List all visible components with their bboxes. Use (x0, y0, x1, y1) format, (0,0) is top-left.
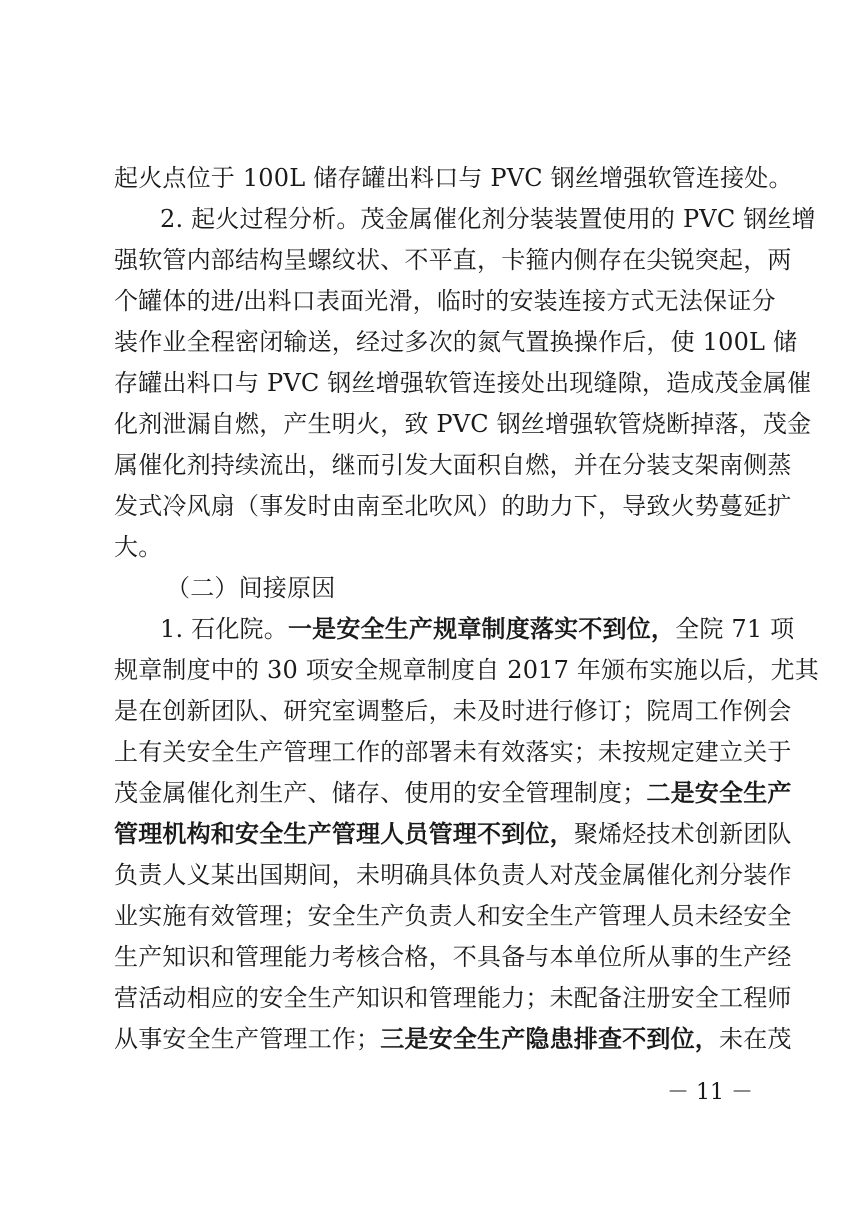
body-text-line: 起火点位于 100L 储存罐出料口与 PVC 钢丝增强软管连接处。 (114, 164, 793, 192)
page-number: － 11 － (667, 1080, 753, 1105)
body-text-line: 负责人义某出国期间，未明确具体负责人对茂金属催化剂分装作 (114, 861, 792, 889)
body-text-line: 管理机构和安全生产管理人员管理不到位，聚烯烃技术创新团队 (114, 819, 792, 848)
body-text-line: 1. 石化院。一是安全生产规章制度落实不到位，全院 71 项 (160, 614, 795, 643)
body-text-line: 发式冷风扇（事发时由南至北吹风）的助力下，导致火势蔓延扩 (114, 492, 792, 520)
body-text-line: 从事安全生产管理工作；三是安全生产隐患排查不到位，未在茂 (114, 1024, 792, 1053)
body-text-line: 2. 起火过程分析。茂金属催化剂分装装置使用的 PVC 钢丝增 (160, 205, 816, 233)
body-text-line: 属催化剂持续流出，继而引发大面积自燃，并在分装支架南侧蒸 (114, 451, 792, 479)
body-text-line: 装作业全程密闭输送，经过多次的氮气置换操作后，使 100L 储 (114, 328, 798, 356)
body-text-line: 生产知识和管理能力考核合格，不具备与本单位所从事的生产经 (114, 943, 792, 971)
body-text-line: 上有关安全生产管理工作的部署未有效落实；未按规定建立关于 (114, 738, 792, 766)
body-text-line: 化剂泄漏自燃，产生明火，致 PVC 钢丝增强软管烧断掉落，茂金 (114, 410, 812, 438)
body-text-line: 个罐体的进/出料口表面光滑，临时的安装连接方式无法保证分 (114, 287, 776, 315)
body-text-line: 规章制度中的 30 项安全规章制度自 2017 年颁布实施以后，尤其 (114, 656, 819, 684)
body-text-line: 存罐出料口与 PVC 钢丝增强软管连接处出现缝隙，造成茂金属催 (114, 369, 812, 397)
body-text-line: 营活动相应的安全生产知识和管理能力；未配备注册安全工程师 (114, 984, 792, 1012)
section-heading: （二）间接原因 (166, 574, 336, 602)
body-text-line: 业实施有效管理；安全生产负责人和安全生产管理人员未经安全 (114, 902, 792, 930)
body-text-line: 强软管内部结构呈螺纹状、不平直，卡箍内侧存在尖锐突起，两 (114, 246, 792, 274)
body-text-line: 大。 (114, 533, 163, 561)
body-text-line: 茂金属催化剂生产、储存、使用的安全管理制度；二是安全生产 (114, 778, 792, 807)
body-text-line: 是在创新团队、研究室调整后，未及时进行修订；院周工作例会 (114, 697, 792, 725)
